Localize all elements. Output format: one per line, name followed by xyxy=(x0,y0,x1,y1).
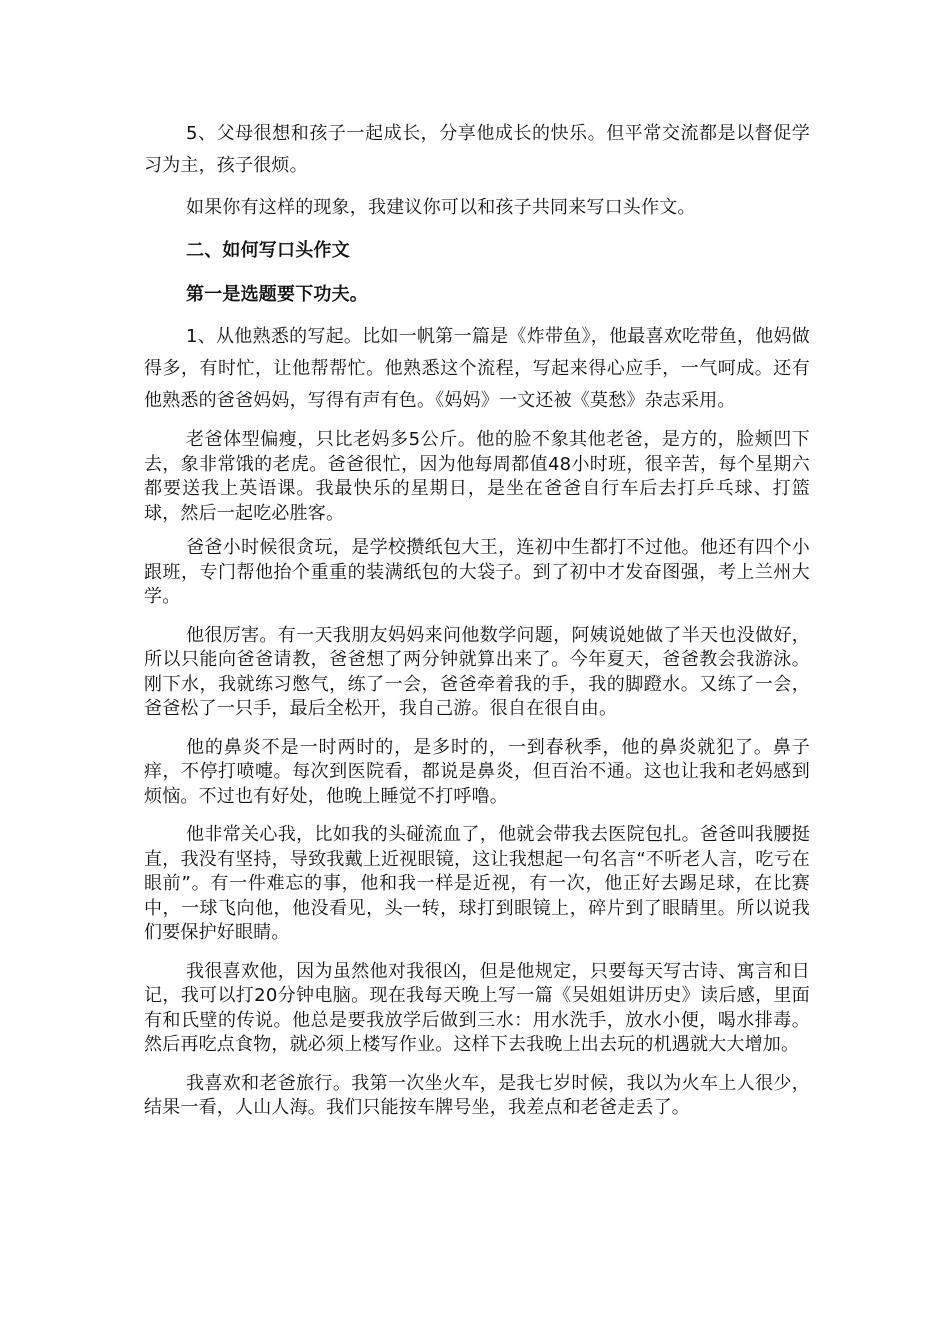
document-page xyxy=(144,118,810,1121)
subsection-heading: 第一是选题要下功夫。 xyxy=(186,284,368,305)
paragraph-travel: 我喜欢和老爸旅行。我第一次坐火车，是我七岁时候，我以为火车上人很少，结果一看，人山人海。我们只能按车牌号坐，我差点和老爸走丢了。 xyxy=(144,1072,810,1118)
paragraph-suggestion: 如果你有这样的现象，我建议你可以和孩子共同来写口头作文。 xyxy=(186,197,696,218)
paragraph-dad-rhinitis: 他的鼻炎不是一时两时的，是多时的，一到春秋季，他的鼻炎就犯了。鼻子痒，不停打喷嚏。每次到医院看，都说是鼻炎，但百治不通。这也让我和老妈感到烦恼。不过也有好处，他晚上睡觉不打呼噜。 xyxy=(144,736,810,807)
paragraph-dad-cares: 他非常关心我，比如我的头碰流血了，他就会带我去医院包扎。爸爸叫我腰挺直，我没有坚持，导致我戴上近视眼镜，这让我想起一句名言“不听老人言，吃亏在眼前”。有一件难忘的事，他和我一样是近视，有一次，他正好去踢足球，在比赛中，一球飞向他，他没看见，头一转，球打到眼镜上，碎片到了眼睛里。所以说我们要保护好眼睛。 xyxy=(144,824,810,943)
paragraph-dad-childhood: 爸爸小时候很贪玩，是学校攒纸包大王，连初中生都打不过他。他还有四个小跟班，专门帮他抬个重重的装满纸包的大袋子。到了初中才发奋图强，考上兰州大学。 xyxy=(144,537,810,607)
paragraph-dad-capable: 他很厉害。有一天我朋友妈妈来问他数学问题，阿姨说她做了半天也没做好，所以只能向爸爸请教，爸爸想了两分钟就算出来了。今年夏天，爸爸教会我游泳。刚下水，我就练习憋气，练了一会，爸爸牵着我的手，我的脚蹬水。又练了一会，爸爸松了一只手，最后全松开，我自己游。很自在很自由。 xyxy=(144,624,810,719)
paragraph-dad-rules: 我很喜欢他，因为虽然他对我很凶，但是他规定，只要每天写古诗、寓言和日记，我可以打20分钟电脑。现在我每天晚上写一篇《吴姐姐讲历史》读后感，里面有和氏壁的传说。他总是要我放学后做到三水：用水洗手，放水小便，喝水排毒。然后再吃点食物，就必须上楼写作业。这样下去我晚上出去玩的机遇就大大增加。 xyxy=(144,960,810,1055)
section-heading: 二、如何写口头作文 xyxy=(186,240,350,261)
paragraph-dad-appearance: 老爸体型偏瘦，只比老妈多5公斤。他的脸不象其他老爸，是方的，脸颊凹下去，象非常饿的老虎。爸爸很忙，因为他每周都值48小时班，很辛苦，每个星期六都要送我上英语课。我最快乐的星期日，是坐在爸爸自行车后去打乒乓球、打篮球，然后一起吃必胜客。 xyxy=(144,429,810,524)
paragraph-topic-selection: 1、从他熟悉的写起。比如一帆第一篇是《炸带鱼》，他最喜欢吃带鱼，他妈做得多，有时忙，让他帮帮忙。他熟悉这个流程，写起来得心应手，一气呵成。还有他熟悉的爸爸妈妈，写得有声有色。《妈妈》一文还被《莫愁》杂志采用。 xyxy=(144,326,810,411)
paragraph-parents-growth: 5、父母很想和孩子一起成长，分享他成长的快乐。但平常交流都是以督促学习为主，孩子很烦。 xyxy=(144,123,810,176)
